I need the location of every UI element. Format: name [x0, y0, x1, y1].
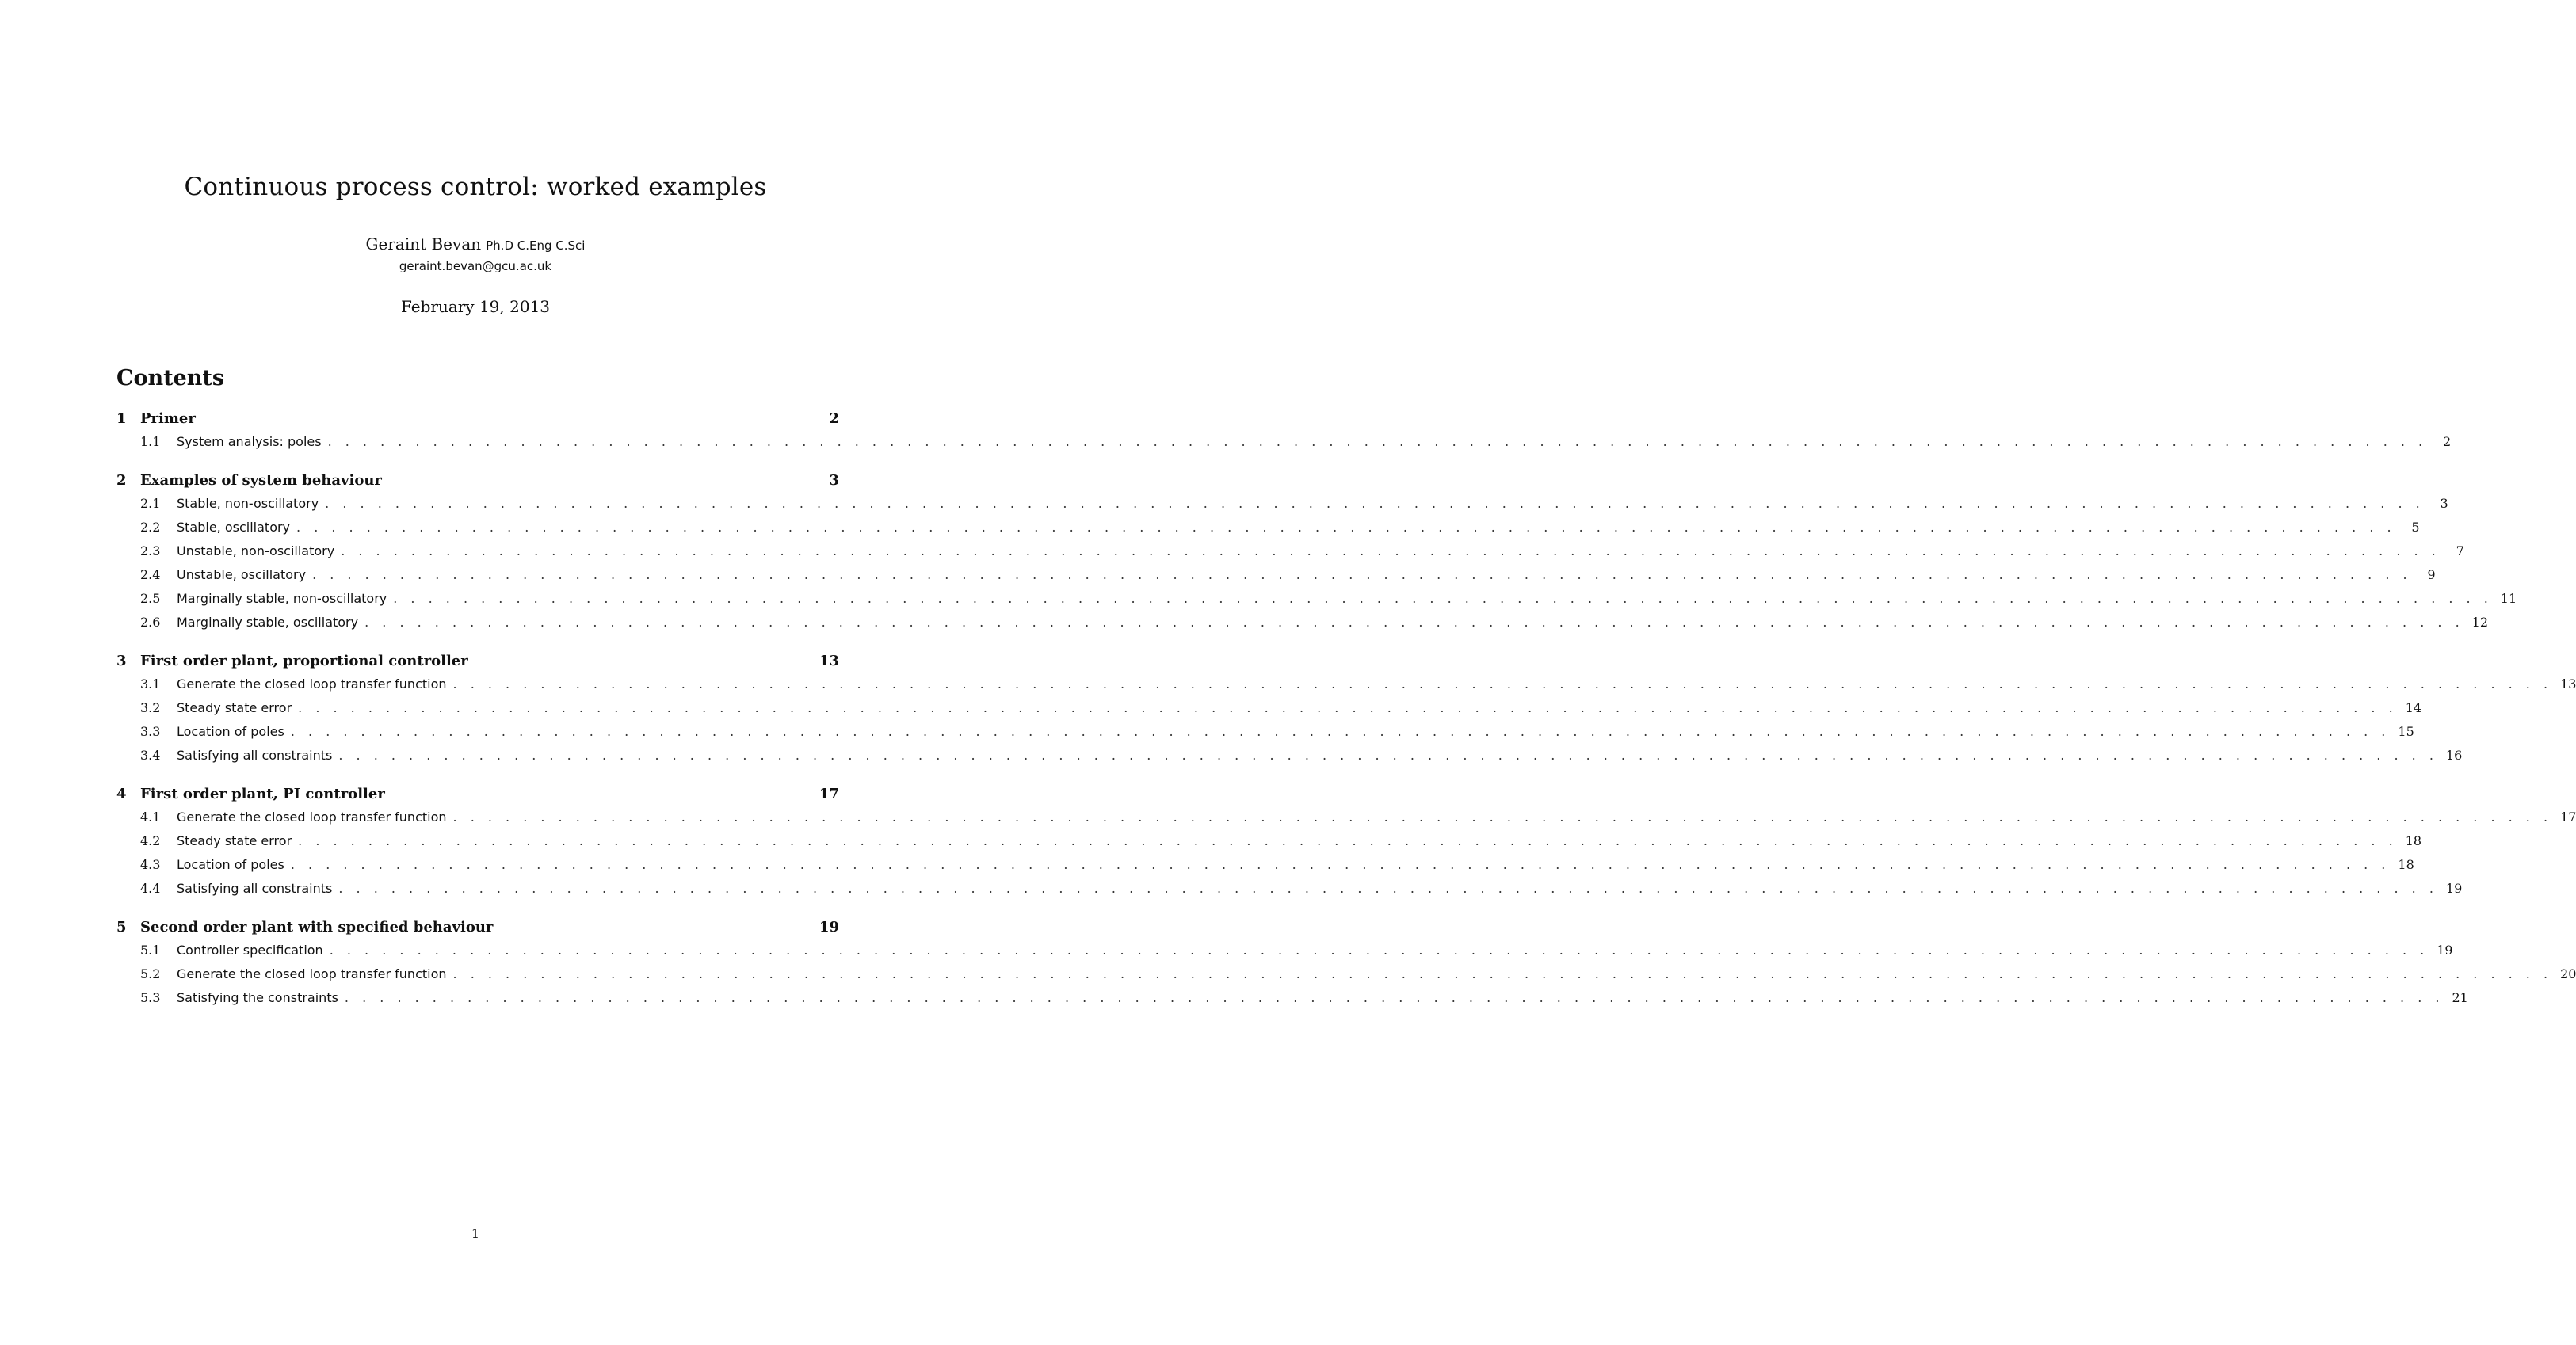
toc-dot-leader: . . . . . . . . . . . . . . . . . . . . . . . . . . . . . . . . . . . . . . . . . . . . . . . . . . . . . . . . . . . . . . . . . . . . . . . . . . . . . . . . . . . . . . . . . . . . . . . . . . . . . . . . . . . . . . . . . . . . . . . . [344, 990, 2444, 1005]
toc-dot-leader: . . . . . . . . . . . . . . . . . . . . . . . . . . . . . . . . . . . . . . . . . . . . . . . . . . . . . . . . . . . . . . . . . . . . . . . . . . . . . . . . . . . . . . . . . . . . . . . . . . . . . . . . . . . . . . . . . . . . . . . . [393, 591, 2493, 606]
toc-dot-leader: . . . . . . . . . . . . . . . . . . . . . . . . . . . . . . . . . . . . . . . . . . . . . . . . . . . . . . . . . . . . . . . . . . . . . . . . . . . . . . . . . . . . . . . . . . . . . . . . . . . . . . . . . . . . . . . . . . . . . . . . [290, 857, 2391, 872]
toc-dot-leader: . . . . . . . . . . . . . . . . . . . . . . . . . . . . . . . . . . . . . . . . . . . . . . . . . . . . . . . . . . . . . . . . . . . . . . . . . . . . . . . . . . . . . . . . . . . . . . . . . . . . . . . . . . . . . . . . . . . . . . . . [329, 943, 2429, 958]
toc-subsection-entry[interactable] [116, 990, 2468, 1014]
toc-subsection-number: 4.3 [140, 857, 161, 872]
author-email: geraint.bevan@gcu.ac.uk [399, 259, 552, 273]
toc-section-number: 3 [116, 653, 127, 669]
toc-subsection-entry[interactable] [116, 724, 2414, 748]
toc-subsection-number: 3.2 [140, 700, 161, 715]
toc-subsection-title: Steady state error [177, 833, 292, 848]
toc-subsection-number: 3.4 [140, 748, 161, 763]
toc-subsection-entry[interactable] [116, 881, 2463, 905]
toc-subsection-title: System analysis: poles [177, 434, 322, 449]
author-name: Geraint Bevan [365, 234, 482, 253]
toc-subsection-title: Unstable, oscillatory [177, 567, 307, 582]
toc-subsection-page: 9 [2427, 567, 2436, 582]
toc-subsection-page: 21 [2452, 990, 2468, 1005]
toc-subsection-title: Generate the closed loop transfer function [177, 966, 447, 981]
toc-subsection-title: Stable, non-oscillatory [177, 496, 319, 511]
toc-dot-leader: . . . . . . . . . . . . . . . . . . . . . . . . . . . . . . . . . . . . . . . . . . . . . . . . . . . . . . . . . . . . . . . . . . . . . . . . . . . . . . . . . . . . . . . . . . . . . . . . . . . . . . . . . . . . . . . . . . . . . . . . [312, 567, 2412, 582]
toc-subsection-title: Generate the closed loop transfer function [177, 810, 447, 825]
toc-subsection-number: 2.4 [140, 567, 161, 582]
toc-subsection-page: 13 [2560, 676, 2576, 692]
toc-subsection-entry[interactable] [116, 520, 2420, 543]
toc-section-page: 17 [819, 786, 839, 802]
toc-section [116, 919, 2576, 1014]
toc-section-title: Examples of system behaviour [140, 472, 382, 489]
toc-dot-leader: . . . . . . . . . . . . . . . . . . . . . . . . . . . . . . . . . . . . . . . . . . . . . . . . . . . . . . . . . . . . . . . . . . . . . . . . . . . . . . . . . . . . . . . . . . . . . . . . . . . . . . . . . . . . . . . . . . . . . . . . [452, 676, 2553, 692]
toc-dot-leader: . . . . . . . . . . . . . . . . . . . . . . . . . . . . . . . . . . . . . . . . . . . . . . . . . . . . . . . . . . . . . . . . . . . . . . . . . . . . . . . . . . . . . . . . . . . . . . . . . . . . . . . . . . . . . . . . . . . . . . . . [452, 810, 2553, 825]
toc-subsection-page: 5 [2411, 520, 2420, 535]
toc-dot-leader: . . . . . . . . . . . . . . . . . . . . . . . . . . . . . . . . . . . . . . . . . . . . . . . . . . . . . . . . . . . . . . . . . . . . . . . . . . . . . . . . . . . . . . . . . . . . . . . . . . . . . . . . . . . . . . . . . . . . . . . . [327, 434, 2428, 449]
toc-subsection-entry[interactable] [116, 434, 2452, 458]
toc-subsection-page: 2 [2442, 434, 2452, 449]
toc-section-title: Primer [140, 410, 196, 427]
toc-section [116, 786, 2576, 905]
toc-subsection-page: 15 [2398, 724, 2414, 739]
toc-subsection-entry[interactable] [116, 748, 2463, 772]
toc-subsection-number: 5.2 [140, 966, 161, 981]
toc-subsection-title: Steady state error [177, 700, 292, 715]
toc-dot-leader: . . . . . . . . . . . . . . . . . . . . . . . . . . . . . . . . . . . . . . . . . . . . . . . . . . . . . . . . . . . . . . . . . . . . . . . . . . . . . . . . . . . . . . . . . . . . . . . . . . . . . . . . . . . . . . . . . . . . . . . . [296, 520, 2396, 535]
author-line [0, 234, 951, 253]
toc-subsection-entry[interactable] [116, 943, 2453, 966]
toc-dot-leader: . . . . . . . . . . . . . . . . . . . . . . . . . . . . . . . . . . . . . . . . . . . . . . . . . . . . . . . . . . . . . . . . . . . . . . . . . . . . . . . . . . . . . . . . . . . . . . . . . . . . . . . . . . . . . . . . . . . . . . . . [341, 543, 2441, 558]
toc-subsection-entry[interactable] [116, 700, 2422, 724]
toc-section-title: First order plant, proportional controller [140, 653, 468, 669]
toc-subsection-page: 11 [2500, 591, 2517, 606]
toc-subsection-title: Stable, oscillatory [177, 520, 291, 535]
toc-subsection-page: 19 [2445, 881, 2463, 896]
toc-subsection-number: 2.2 [140, 520, 161, 535]
table-of-contents [116, 410, 2576, 1028]
toc-subsection-number: 3.3 [140, 724, 161, 739]
toc-subsection-entry[interactable] [116, 676, 2576, 700]
toc-subsection-number: 1.1 [140, 434, 161, 449]
toc-subsection-page: 7 [2456, 543, 2464, 558]
author-credentials: Ph.D C.Eng C.Sci [486, 238, 586, 253]
toc-subsection-title: Location of poles [177, 857, 284, 872]
toc-subsection-number: 2.5 [140, 591, 161, 606]
toc-section-number: 5 [116, 919, 127, 935]
toc-subsection-title: Location of poles [177, 724, 284, 739]
toc-dot-leader: . . . . . . . . . . . . . . . . . . . . . . . . . . . . . . . . . . . . . . . . . . . . . . . . . . . . . . . . . . . . . . . . . . . . . . . . . . . . . . . . . . . . . . . . . . . . . . . . . . . . . . . . . . . . . . . . . . . . . . . . [325, 496, 2425, 511]
toc-section-title: Second order plant with specified behaviour [140, 919, 494, 935]
toc-dot-leader: . . . . . . . . . . . . . . . . . . . . . . . . . . . . . . . . . . . . . . . . . . . . . . . . . . . . . . . . . . . . . . . . . . . . . . . . . . . . . . . . . . . . . . . . . . . . . . . . . . . . . . . . . . . . . . . . . . . . . . . . [364, 615, 2464, 630]
toc-section-title: First order plant, PI controller [140, 786, 385, 802]
toc-subsection-entry[interactable] [116, 496, 2448, 520]
toc-subsection-entry[interactable] [116, 567, 2436, 591]
toc-subsection-title: Satisfying the constraints [177, 990, 338, 1005]
toc-subsection-title: Controller specification [177, 943, 323, 958]
toc-subsection-number: 2.1 [140, 496, 161, 511]
toc-subsection-title: Marginally stable, oscillatory [177, 615, 359, 630]
toc-dot-leader: . . . . . . . . . . . . . . . . . . . . . . . . . . . . . . . . . . . . . . . . . . . . . . . . . . . . . . . . . . . . . . . . . . . . . . . . . . . . . . . . . . . . . . . . . . . . . . . . . . . . . . . . . . . . . . . . . . . . . . . . [452, 966, 2553, 981]
toc-subsection-page: 14 [2405, 700, 2422, 715]
toc-section-entry[interactable] [116, 472, 839, 496]
toc-subsection-entry[interactable] [116, 857, 2414, 881]
toc-subsection-number: 5.1 [140, 943, 161, 958]
toc-section-page: 19 [819, 919, 839, 935]
toc-section [116, 653, 2576, 772]
toc-dot-leader: . . . . . . . . . . . . . . . . . . . . . . . . . . . . . . . . . . . . . . . . . . . . . . . . . . . . . . . . . . . . . . . . . . . . . . . . . . . . . . . . . . . . . . . . . . . . . . . . . . . . . . . . . . . . . . . . . . . . . . . . [338, 748, 2438, 763]
toc-subsection-entry[interactable] [116, 543, 2464, 567]
toc-section-number: 2 [116, 472, 127, 489]
toc-dot-leader: . . . . . . . . . . . . . . . . . . . . . . . . . . . . . . . . . . . . . . . . . . . . . . . . . . . . . . . . . . . . . . . . . . . . . . . . . . . . . . . . . . . . . . . . . . . . . . . . . . . . . . . . . . . . . . . . . . . . . . . . [298, 833, 2398, 848]
toc-subsection-entry[interactable] [116, 833, 2422, 857]
toc-section-entry[interactable] [116, 919, 839, 943]
toc-subsection-title: Unstable, non-oscillatory [177, 543, 335, 558]
toc-section [116, 410, 2452, 458]
toc-section-number: 1 [116, 410, 127, 427]
toc-subsection-number: 4.4 [140, 881, 161, 896]
toc-section-entry[interactable] [116, 410, 839, 434]
toc-subsection-number: 5.3 [140, 990, 161, 1005]
toc-section-number: 4 [116, 786, 127, 802]
toc-subsection-page: 19 [2437, 943, 2453, 958]
document-date: February 19, 2013 [400, 297, 551, 316]
toc-subsection-page: 12 [2471, 615, 2489, 630]
toc-subsection-page: 20 [2560, 966, 2576, 981]
contents-heading: Contents [116, 366, 225, 391]
toc-subsection-title: Satisfying all constraints [177, 748, 333, 763]
toc-subsection-page: 18 [2405, 833, 2422, 848]
toc-dot-leader: . . . . . . . . . . . . . . . . . . . . . . . . . . . . . . . . . . . . . . . . . . . . . . . . . . . . . . . . . . . . . . . . . . . . . . . . . . . . . . . . . . . . . . . . . . . . . . . . . . . . . . . . . . . . . . . . . . . . . . . . [290, 724, 2391, 739]
toc-subsection-entry[interactable] [116, 966, 2576, 990]
toc-section-entry[interactable] [116, 786, 839, 810]
toc-subsection-entry[interactable] [116, 615, 2489, 638]
toc-dot-leader: . . . . . . . . . . . . . . . . . . . . . . . . . . . . . . . . . . . . . . . . . . . . . . . . . . . . . . . . . . . . . . . . . . . . . . . . . . . . . . . . . . . . . . . . . . . . . . . . . . . . . . . . . . . . . . . . . . . . . . . . [338, 881, 2438, 896]
toc-section-page: 2 [829, 410, 839, 427]
toc-dot-leader: . . . . . . . . . . . . . . . . . . . . . . . . . . . . . . . . . . . . . . . . . . . . . . . . . . . . . . . . . . . . . . . . . . . . . . . . . . . . . . . . . . . . . . . . . . . . . . . . . . . . . . . . . . . . . . . . . . . . . . . . [298, 700, 2398, 715]
toc-subsection-number: 2.3 [140, 543, 161, 558]
toc-section-page: 3 [829, 472, 839, 489]
document-title: Continuous process control: worked examples [184, 173, 767, 201]
toc-subsection-number: 2.6 [140, 615, 161, 630]
toc-subsection-number: 4.1 [140, 810, 161, 825]
toc-subsection-entry[interactable] [116, 591, 2517, 615]
toc-subsection-title: Marginally stable, non-oscillatory [177, 591, 387, 606]
toc-subsection-number: 3.1 [140, 676, 161, 692]
page-number: 1 [471, 1226, 480, 1241]
toc-subsection-title: Generate the closed loop transfer function [177, 676, 447, 692]
toc-section-entry[interactable] [116, 653, 839, 676]
toc-section-page: 13 [819, 653, 839, 669]
toc-section [116, 472, 2517, 638]
toc-subsection-page: 3 [2440, 496, 2448, 511]
toc-subsection-title: Satisfying all constraints [177, 881, 333, 896]
toc-subsection-entry[interactable] [116, 810, 2576, 833]
toc-subsection-page: 16 [2445, 748, 2463, 763]
toc-subsection-page: 17 [2560, 810, 2576, 825]
toc-subsection-page: 18 [2398, 857, 2414, 872]
toc-subsection-number: 4.2 [140, 833, 161, 848]
